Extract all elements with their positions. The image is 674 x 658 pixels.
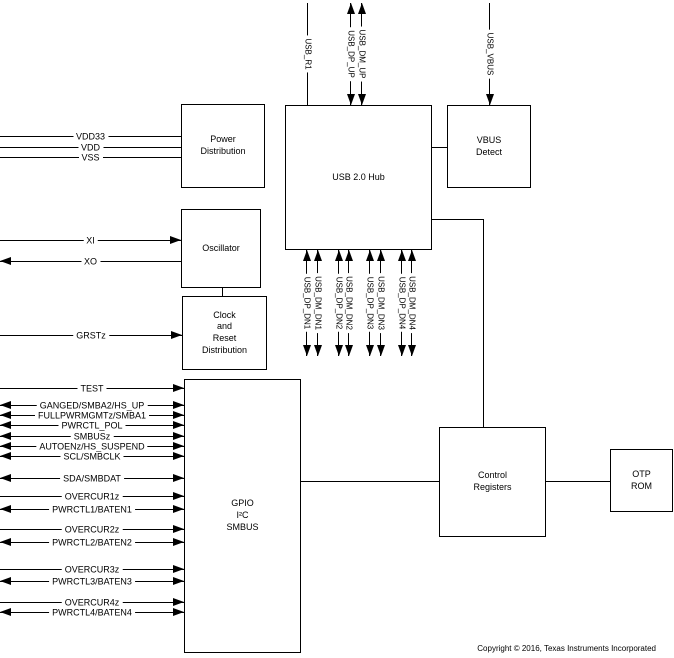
- port-usb-dm-dn1-label: USB_DM_DN1: [313, 273, 323, 333]
- arrow-down-icon: [366, 345, 374, 356]
- signal-fullpwr-label: FULLPWRMGMTz/SMBA1: [35, 411, 149, 422]
- port-usb-dp-up-label: USB_DP_UP: [346, 27, 356, 81]
- connector-hub-control-h: [432, 219, 484, 220]
- signal-pwrctl-pol-label: PWRCTL_POL: [58, 421, 125, 432]
- arrow-up-icon: [303, 250, 311, 261]
- signal-pwrctl1-label: PWRCTL1/BATEN1: [49, 505, 135, 516]
- block-otp-rom-label: OTP ROM: [631, 468, 652, 491]
- arrow-right-icon: [173, 384, 184, 392]
- arrow-left-icon: [0, 432, 11, 440]
- arrow-left-icon: [0, 538, 11, 546]
- arrow-right-icon: [173, 432, 184, 440]
- signal-autoenz-label: AUTOENz/HS_SUSPEND: [36, 442, 147, 453]
- arrow-right-icon: [173, 442, 184, 450]
- signal-overcur3-label: OVERCUR3z: [62, 565, 123, 576]
- arrow-right-icon: [173, 565, 184, 573]
- arrow-up-icon: [345, 250, 353, 261]
- port-usb-dm-dn3-label: USB_DM_DN3: [376, 273, 386, 333]
- block-usb-hub: [285, 105, 432, 250]
- arrow-up-icon: [358, 3, 366, 14]
- port-usb-dp-dn4-label: USB_DP_DN4: [397, 274, 407, 332]
- port-usb-dm-up-label: USB_DM_UP: [357, 27, 367, 82]
- signal-smbusz-label: SMBUSz: [71, 432, 114, 443]
- port-usb-r1-label: USB_R1: [303, 35, 313, 72]
- arrow-up-icon: [408, 250, 416, 261]
- block-clock-reset-distribution-label: Clock and Reset Distribution: [201, 309, 248, 355]
- signal-overcur2-label: OVERCUR2z: [62, 525, 123, 536]
- arrow-left-icon: [0, 452, 11, 460]
- block-usb-hub-label: USB 2.0 Hub: [332, 171, 385, 182]
- arrow-right-icon: [170, 236, 181, 244]
- port-usb-dp-dn2-label: USB_DP_DN2: [334, 274, 344, 332]
- signal-overcur1-label: OVERCUR1z: [62, 492, 123, 503]
- block-control-registers-label: Control Registers: [473, 470, 512, 492]
- arrow-left-icon: [0, 474, 11, 482]
- arrow-down-icon: [314, 345, 322, 356]
- block-power-distribution-label: Power Distribution: [200, 134, 246, 156]
- arrow-left-icon: [0, 257, 11, 265]
- arrow-right-icon: [173, 577, 184, 585]
- arrow-left-icon: [0, 442, 11, 450]
- signal-vdd33-label: VDD33: [73, 132, 108, 143]
- signal-overcur4-label: OVERCUR4z: [62, 598, 123, 609]
- arrow-down-icon: [345, 345, 353, 356]
- port-usb-dm-dn2-label: USB_DM_DN2: [344, 273, 354, 333]
- signal-scl-label: SCL/SMBCLK: [60, 452, 123, 463]
- connector-hub-vbus-detect: [432, 147, 447, 148]
- arrow-down-icon: [347, 94, 355, 105]
- port-usb-dp-dn1-label: USB_DP_DN1: [302, 274, 312, 332]
- block-vbus-detect-label: VBUS Detect: [475, 134, 502, 157]
- arrow-left-icon: [0, 411, 11, 419]
- signal-test-label: TEST: [77, 384, 106, 395]
- arrow-down-icon: [486, 94, 494, 105]
- arrow-right-icon: [173, 598, 184, 606]
- arrow-up-icon: [335, 250, 343, 261]
- arrow-down-icon: [335, 345, 343, 356]
- block-power-distribution: [181, 104, 265, 188]
- arrow-right-icon: [173, 608, 184, 616]
- arrow-left-icon: [0, 401, 11, 409]
- block-oscillator: [181, 209, 261, 288]
- block-vbus-detect: [447, 105, 531, 188]
- block-clock-reset-distribution: [182, 296, 267, 370]
- block-otp-rom: [610, 449, 673, 512]
- connector-hub-control-v: [483, 219, 484, 427]
- arrow-right-icon: [173, 411, 184, 419]
- arrow-up-icon: [398, 250, 406, 261]
- arrow-left-icon: [0, 577, 11, 585]
- signal-grstz-label: GRSTz: [73, 331, 109, 342]
- arrow-up-icon: [377, 250, 385, 261]
- block-gpio-i2c-smbus: [184, 379, 301, 653]
- connector-control-otp: [546, 481, 610, 482]
- arrow-down-icon: [377, 345, 385, 356]
- signal-pwrctl4-label: PWRCTL4/BATEN4: [49, 608, 135, 619]
- arrow-right-icon: [173, 474, 184, 482]
- block-oscillator-label: Oscillator: [202, 242, 240, 253]
- connector-oscillator-clock: [222, 288, 223, 296]
- signal-pwrctl2-label: PWRCTL2/BATEN2: [49, 538, 135, 549]
- arrow-up-icon: [366, 250, 374, 261]
- port-usb-vbus-label: USB_VBUS: [485, 30, 495, 79]
- arrow-down-icon: [303, 345, 311, 356]
- signal-ganged-label: GANGED/SMBA2/HS_UP: [37, 401, 148, 412]
- signal-vss-label: VSS: [78, 153, 102, 164]
- arrow-up-icon: [347, 3, 355, 14]
- arrow-left-icon: [0, 505, 11, 513]
- arrow-right-icon: [173, 538, 184, 546]
- signal-xo-label: XO: [81, 257, 100, 268]
- arrow-left-icon: [0, 421, 11, 429]
- arrow-right-icon: [173, 505, 184, 513]
- arrow-right-icon: [173, 525, 184, 533]
- port-usb-dm-dn4-label: USB_DM_DN4: [407, 273, 417, 333]
- signal-xi-label: XI: [83, 236, 98, 247]
- arrow-up-icon: [314, 250, 322, 261]
- arrow-right-icon: [173, 492, 184, 500]
- signal-pwrctl3-label: PWRCTL3/BATEN3: [49, 577, 135, 588]
- arrow-down-icon: [358, 94, 366, 105]
- arrow-right-icon: [173, 421, 184, 429]
- connector-gpio-control: [301, 481, 439, 482]
- arrow-right-icon: [173, 401, 184, 409]
- copyright-notice: Copyright © 2016, Texas Instruments Incorporated: [477, 644, 656, 653]
- signal-sda-label: SDA/SMBDAT: [60, 474, 124, 485]
- signal-vdd-label: VDD: [78, 143, 103, 154]
- arrow-down-icon: [408, 345, 416, 356]
- arrow-left-icon: [0, 608, 11, 616]
- port-usb-dp-dn3-label: USB_DP_DN3: [365, 274, 375, 332]
- arrow-down-icon: [398, 345, 406, 356]
- arrow-right-icon: [173, 452, 184, 460]
- arrow-right-icon: [171, 331, 182, 339]
- block-control-registers: [439, 427, 546, 537]
- block-gpio-i2c-smbus-label: GPIO I²C SMBUS: [226, 498, 259, 532]
